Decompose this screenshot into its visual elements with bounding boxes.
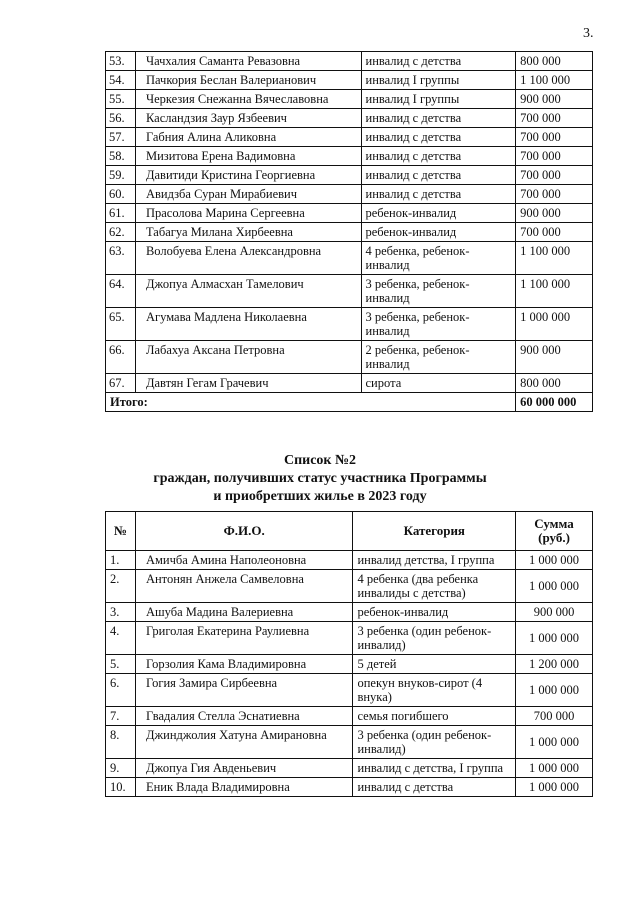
row-number: 55.: [106, 90, 136, 109]
row-category: инвалид с детства: [361, 128, 516, 147]
row-name: Табагуа Милана Хирбеевна: [135, 223, 361, 242]
table-row: [106, 570, 593, 603]
row-sum: 900 000: [516, 204, 593, 223]
table-row: [106, 341, 593, 374]
row-number: 63.: [106, 242, 136, 275]
row-sum: 700 000: [516, 223, 593, 242]
row-sum: 1 200 000: [516, 655, 593, 674]
header-num: №: [106, 512, 136, 551]
row-sum: 1 000 000: [516, 778, 593, 797]
table-row: [106, 71, 593, 90]
row-number: 60.: [106, 185, 136, 204]
table-row: [106, 52, 593, 71]
row-category: инвалид с детства: [361, 52, 516, 71]
row-number: 58.: [106, 147, 136, 166]
row-number: 67.: [106, 374, 136, 393]
row-number: 7.: [106, 707, 136, 726]
table-row: [106, 166, 593, 185]
row-number: 4.: [106, 622, 136, 655]
row-number: 64.: [106, 275, 136, 308]
row-number: 8.: [106, 726, 136, 759]
row-name: Джинджолия Хатуна Амирановна: [135, 726, 353, 759]
row-name: Прасолова Марина Сергеевна: [135, 204, 361, 223]
table-row: [106, 374, 593, 393]
row-category: инвалид детства, I группа: [353, 551, 516, 570]
row-number: 1.: [106, 551, 136, 570]
total-label: Итого:: [106, 393, 516, 412]
row-category: инвалид с детства: [361, 166, 516, 185]
table-row: [106, 185, 593, 204]
row-number: 59.: [106, 166, 136, 185]
list2-table: [105, 511, 593, 797]
table-row: [106, 707, 593, 726]
row-category: инвалид с детства, I группа: [353, 759, 516, 778]
row-sum: 1 000 000: [516, 674, 593, 707]
row-name: Давтян Гегам Грачевич: [135, 374, 361, 393]
header-name: Ф.И.О.: [135, 512, 353, 551]
row-name: Горзолия Кама Владимировна: [135, 655, 353, 674]
list2-subtitle-line2: и приобретших жилье в 2023 году: [213, 489, 427, 504]
list2-title: Список №2: [283, 453, 357, 468]
row-category: ребенок-инвалид: [361, 223, 516, 242]
row-category: 3 ребенка, ребенок-инвалид: [361, 275, 516, 308]
row-number: 10.: [106, 778, 136, 797]
table-row: [106, 674, 593, 707]
row-sum: 900 000: [516, 603, 593, 622]
row-sum: 1 000 000: [516, 622, 593, 655]
row-sum: 1 100 000: [516, 275, 593, 308]
row-name: Авидзба Суран Мирабиевич: [135, 185, 361, 204]
row-category: 2 ребенка, ребенок-инвалид: [361, 341, 516, 374]
total-sum: 60 000 000: [516, 393, 593, 412]
table-row: [106, 655, 593, 674]
row-name: Лабахуа Аксана Петровна: [135, 341, 361, 374]
row-name: Ашуба Мадина Валериевна: [135, 603, 353, 622]
row-name: Еник Влада Владимировна: [135, 778, 353, 797]
table-row: [106, 759, 593, 778]
table-row: [106, 726, 593, 759]
row-category: сирота: [361, 374, 516, 393]
row-name: Давитиди Кристина Георгиевна: [135, 166, 361, 185]
row-category: инвалид с детства: [361, 147, 516, 166]
row-sum: 1 100 000: [516, 71, 593, 90]
row-sum: 900 000: [516, 90, 593, 109]
row-name: Джопуа Алмасхан Тамелович: [135, 275, 361, 308]
row-name: Амичба Амина Наполеоновна: [135, 551, 353, 570]
row-number: 61.: [106, 204, 136, 223]
page-number: 3.: [583, 26, 594, 41]
row-sum: 1 000 000: [516, 570, 593, 603]
row-category: 3 ребенка (один ребенок-инвалид): [353, 622, 516, 655]
row-category: инвалид I группы: [361, 90, 516, 109]
row-number: 2.: [106, 570, 136, 603]
list2-subtitle-line1: граждан, получивших статус участника Программы: [153, 471, 487, 486]
row-number: 56.: [106, 109, 136, 128]
row-name: Касландзия Заур Язбеевич: [135, 109, 361, 128]
row-sum: 700 000: [516, 147, 593, 166]
header-sum: Сумма (руб.): [516, 512, 593, 551]
row-name: Джопуа Гия Авденьевич: [135, 759, 353, 778]
row-name: Мизитова Ерена Вадимовна: [135, 147, 361, 166]
row-category: инвалид с детства: [361, 109, 516, 128]
row-name: Гогия Замира Сирбеевна: [135, 674, 353, 707]
row-sum: 700 000: [516, 185, 593, 204]
row-name: Габния Алина Аликовна: [135, 128, 361, 147]
row-category: ребенок-инвалид: [361, 204, 516, 223]
table-row: [106, 204, 593, 223]
list2-header-row: [106, 512, 593, 551]
table-row: [106, 128, 593, 147]
row-name: Гвадалия Стелла Эснатиевна: [135, 707, 353, 726]
table-row: [106, 275, 593, 308]
row-number: 65.: [106, 308, 136, 341]
table-row: [106, 551, 593, 570]
row-category: опекун внуков-сирот (4 внука): [353, 674, 516, 707]
row-sum: 1 000 000: [516, 759, 593, 778]
row-sum: 900 000: [516, 341, 593, 374]
row-name: Агумава Мадлена Николаевна: [135, 308, 361, 341]
row-sum: 1 000 000: [516, 551, 593, 570]
row-number: 54.: [106, 71, 136, 90]
table-row: [106, 603, 593, 622]
row-category: 4 ребенка (два ребенка инвалиды с детства): [353, 570, 516, 603]
table-row: [106, 90, 593, 109]
beneficiaries-table-continued: [105, 51, 593, 412]
row-sum: 800 000: [516, 374, 593, 393]
row-name: Черкезия Снежанна Вячеславовна: [135, 90, 361, 109]
row-category: ребенок-инвалид: [353, 603, 516, 622]
table-row: [106, 242, 593, 275]
row-category: инвалид с детства: [361, 185, 516, 204]
row-sum: 700 000: [516, 707, 593, 726]
table-row: [106, 308, 593, 341]
row-name: Волобуева Елена Александровна: [135, 242, 361, 275]
row-number: 57.: [106, 128, 136, 147]
row-name: Чачхалия Саманта Ревазовна: [135, 52, 361, 71]
row-category: 3 ребенка (один ребенок-инвалид): [353, 726, 516, 759]
table-row: [106, 109, 593, 128]
row-category: семья погибшего: [353, 707, 516, 726]
row-category: 4 ребенка, ребенок-инвалид: [361, 242, 516, 275]
row-name: Пачкория Беслан Валерианович: [135, 71, 361, 90]
row-number: 62.: [106, 223, 136, 242]
row-name: Григолая Екатерина Раулиевна: [135, 622, 353, 655]
row-category: инвалид с детства: [353, 778, 516, 797]
row-sum: 1 000 000: [516, 308, 593, 341]
total-row: [106, 393, 593, 412]
row-number: 3.: [106, 603, 136, 622]
row-number: 66.: [106, 341, 136, 374]
table-row: [106, 778, 593, 797]
row-sum: 800 000: [516, 52, 593, 71]
row-sum: 700 000: [516, 109, 593, 128]
row-name: Антонян Анжела Самвеловна: [135, 570, 353, 603]
row-sum: 1 000 000: [516, 726, 593, 759]
table-row: [106, 622, 593, 655]
row-sum: 1 100 000: [516, 242, 593, 275]
row-sum: 700 000: [516, 166, 593, 185]
row-sum: 700 000: [516, 128, 593, 147]
row-category: 3 ребенка, ребенок-инвалид: [361, 308, 516, 341]
row-number: 9.: [106, 759, 136, 778]
row-category: инвалид I группы: [361, 71, 516, 90]
table-row: [106, 147, 593, 166]
header-category: Категория: [353, 512, 516, 551]
row-number: 6.: [106, 674, 136, 707]
table-row: [106, 223, 593, 242]
row-category: 5 детей: [353, 655, 516, 674]
row-number: 53.: [106, 52, 136, 71]
row-number: 5.: [106, 655, 136, 674]
